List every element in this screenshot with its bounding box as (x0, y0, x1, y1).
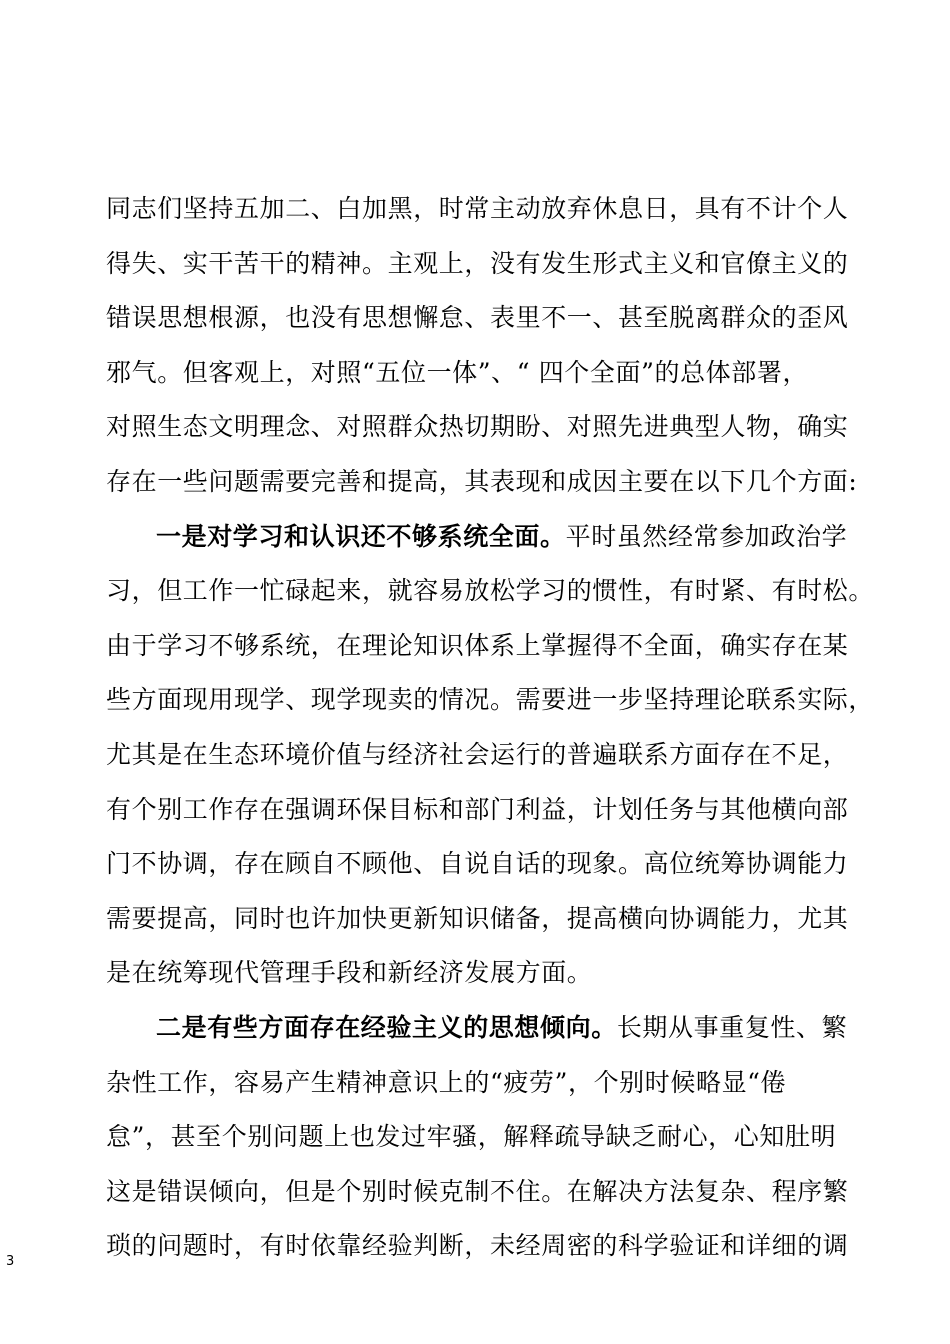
text-line-2: 得失、实干苦干的精神。主观上，没有发生形式主义和官僚主义的 (106, 248, 849, 278)
text-line-12: 有个别工作存在强调环保目标和部门利益，计划任务与其他横向部 (106, 794, 849, 824)
text-line-13: 门不协调，存在顾自不顾他、自说自话的现象。高位统筹协调能力 (106, 849, 849, 879)
text-line-6: 存在一些问题需要完善和提高，其表现和成因主要在以下几个方面: (106, 466, 858, 496)
text-line-8: 习，但工作一忙碌起来，就容易放松学习的惯性，有时紧、有时松。 (106, 576, 875, 606)
text-line-11: 尤其是在生态环境价值与经济社会运行的普遍联系方面存在不足， (106, 739, 849, 769)
text-line-20: 琐的问题时，有时依靠经验判断，未经周密的科学验证和详细的调 (106, 1231, 849, 1261)
text-line-17: 杂性工作，容易产生精神意识上的“疲劳”，个别时候略显“倦 (106, 1067, 787, 1097)
paragraph-two-heading: 二是有些方面存在经验主义的思想倾向。 (156, 1012, 617, 1042)
paragraph-two-text: 长期从事重复性、繁 (616, 1012, 848, 1042)
text-line-14: 需要提高，同时也许加快更新知识储备，提高横向协调能力，尤其 (106, 903, 849, 933)
text-line-1: 同志们坚持五加二、白加黑，时常主动放弃休息日，具有不计个人 (106, 194, 849, 223)
paragraph-two-first-line (106, 1001, 866, 1056)
text-line-15: 是在统筹现代管理手段和新经济发展方面。 (106, 958, 593, 988)
paragraph-one-heading: 一是对学习和认识还不够系统全面。 (156, 521, 566, 551)
text-line-9: 由于学习不够系统，在理论知识体系上掌握得不全面，确实存在某 (106, 630, 849, 660)
text-line-4: 邪气。但客观上，对照“五位一体”、“ 四个全面”的总体部署， (106, 357, 809, 387)
body-text (106, 182, 875, 1274)
paragraph-one-first-line (106, 510, 866, 565)
text-line-10: 些方面现用现学、现学现卖的情况。需要进一步坚持理论联系实际， (106, 685, 875, 715)
text-line-5: 对照生态文明理念、对照群众热切期盼、对照先进典型人物，确实 (106, 412, 849, 442)
paragraph-one-text: 平时虽然经常参加政治学 (565, 521, 848, 551)
text-line-3: 错误思想根源，也没有思想懈怠、表里不一、甚至脱离群众的歪风 (106, 303, 849, 333)
page-number: 3 (6, 1254, 15, 1269)
text-line-18: 怠”，甚至个别问题上也发过牢骚，解释疏导缺乏耐心，心知肚明 (106, 1122, 837, 1152)
text-line-19: 这是错误倾向，但是个别时候克制不住。在解决方法复杂、程序繁 (106, 1176, 849, 1206)
